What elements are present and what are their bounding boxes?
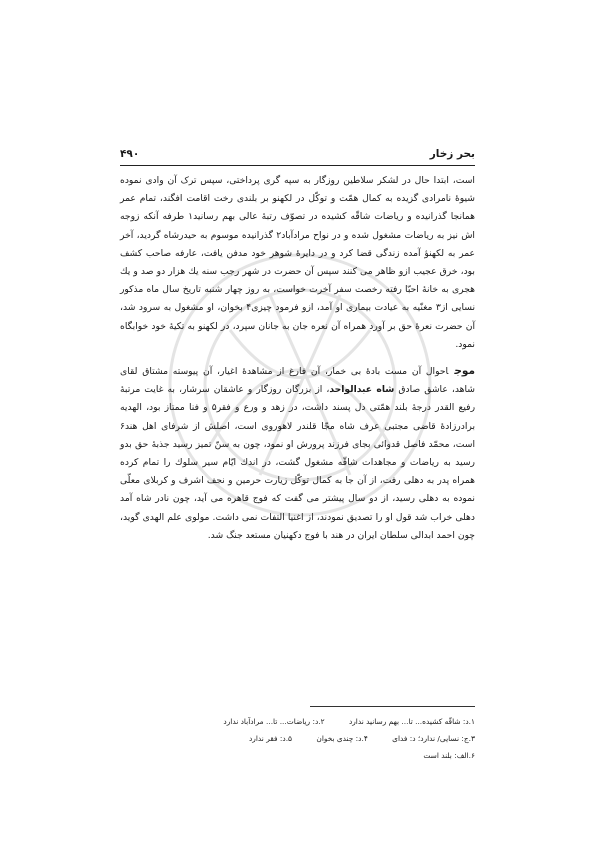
paragraph-1: است، ابتدا حال در لشکر سلاطین روزگار به سپه گری پرداختی، سپس ترک آن وادی نموده شیوهٔ نامرادی گزیده به کمال همّت و توکّل در لکهنو بر بلندی رخت اقامت افگند، تمام عمر همانجا گذرانیده و ریاضات شاقّه کشیده در تصوّف رتبهٔ عالی بهم رسانید۱ طرفه آنکه زوجه اش نیز به ریاضات مشغول شده و در نواح مرادآباد۲ گذرانیده موسوم به حیدرشاه گردید، آخر عمر به لکهنؤ آمده زندگی قضا کرد و در دایرهٔ شوهر خود مدفن یافت، عارفه صاحب کشف بود، خرق عجیب ازو ظاهر می کنند سپس آن حضرت در شهر رجب سنه یك هزار دو صد و یك هجری به خانهٔ احبّا رفته رخصت سفر آخرت خواست، به روز چهار شنبه تاریخ سال ماه مذکور نسایی از۳ مغنّیه به عیادت بیماری او آمد، ازو فرمود چیزی۴ بخوان، او مشغول به سرود شد، آن حضرت نعرهٔ حق بر آورد همراه آن نعره جان به جانان سپرد، در لکهنو به تکیهٔ خود خوابگاه نمود. (120, 175, 475, 350)
bold-name: شاه عبدالواحد (329, 384, 395, 396)
footnote: ۵.د: فقر ندارد (249, 734, 293, 743)
entry-heading: موج (454, 365, 475, 378)
paragraph-2-text-a: احوال آن مست بادهٔ بی خمار، آن فارغ از مشاهدهٔ اغیار، آن پیوسته مشتاق لقای شاهد، عاشق صادق (120, 366, 475, 396)
paragraph-2-text-b: ، از بزرگان روزگار و عاشقان سرشار، به غایت مرتبهٔ رفیع القدر درجهٔ بلند همّتی دل پسند داشت، در زهد و ورع و فقر۵ و فنا ممتاز بود، الهدیه برادرزادهٔ قاضی مجتبی عرف شاه مجّا قلندر لاهوروی است، اصلش از شرفای اهل هند۶ است، محمّد فاصل قدوائی بجای فرزند پرورش او نمود، چون به سنّ تمیز رسید جذبهٔ حق بدو رسید به ریاضات و مجاهدات شاقّه مشغول گشت، در اندك ایّام سیر سلوك را تمام کرده همراه پدر به دهلی رفت، از آن جا به کمال توکّل زیارت حرمین و نجف اشرف و کربلای معلّی نموده به دهلی رسید، از دو سال پیشتر می گفت که فوج قاهره می آید، چون نادر شاه آمد دهلی خراب شد قول او را تصدیق نمودند، از اغنیا التفات نمی داشت. مولوی علم الهدی گوید، چون احمد ابدالی سلطان ایران در هند با فوج دکهنیان مستعد جنگ شد. (120, 384, 476, 541)
header-rule (120, 165, 475, 166)
book-title: بحر زخار (429, 148, 475, 160)
paragraph-2 (120, 362, 475, 545)
footnote: ۳.ج: نسایی/ ندارد؛ د: فدای (392, 734, 475, 743)
footnote-row (120, 713, 475, 730)
footnote: ۴.د: چندی بخوان (316, 734, 368, 743)
page-number: ۴۹۰ (120, 148, 140, 160)
footnote: ۱.د: شاقّه کشیده... تا... بهم رسانید ندارد (348, 717, 475, 726)
main-text (120, 172, 475, 545)
footnotes (120, 713, 475, 764)
footnote-row (120, 747, 475, 764)
footnote: ۶.الف: بلند است (423, 751, 475, 760)
footnote-row (120, 730, 475, 747)
running-header (120, 148, 475, 164)
footnote: ۲.د: ریاضات... تا... مرادآباد ندارد (223, 717, 325, 726)
footnote-rule (310, 706, 475, 707)
